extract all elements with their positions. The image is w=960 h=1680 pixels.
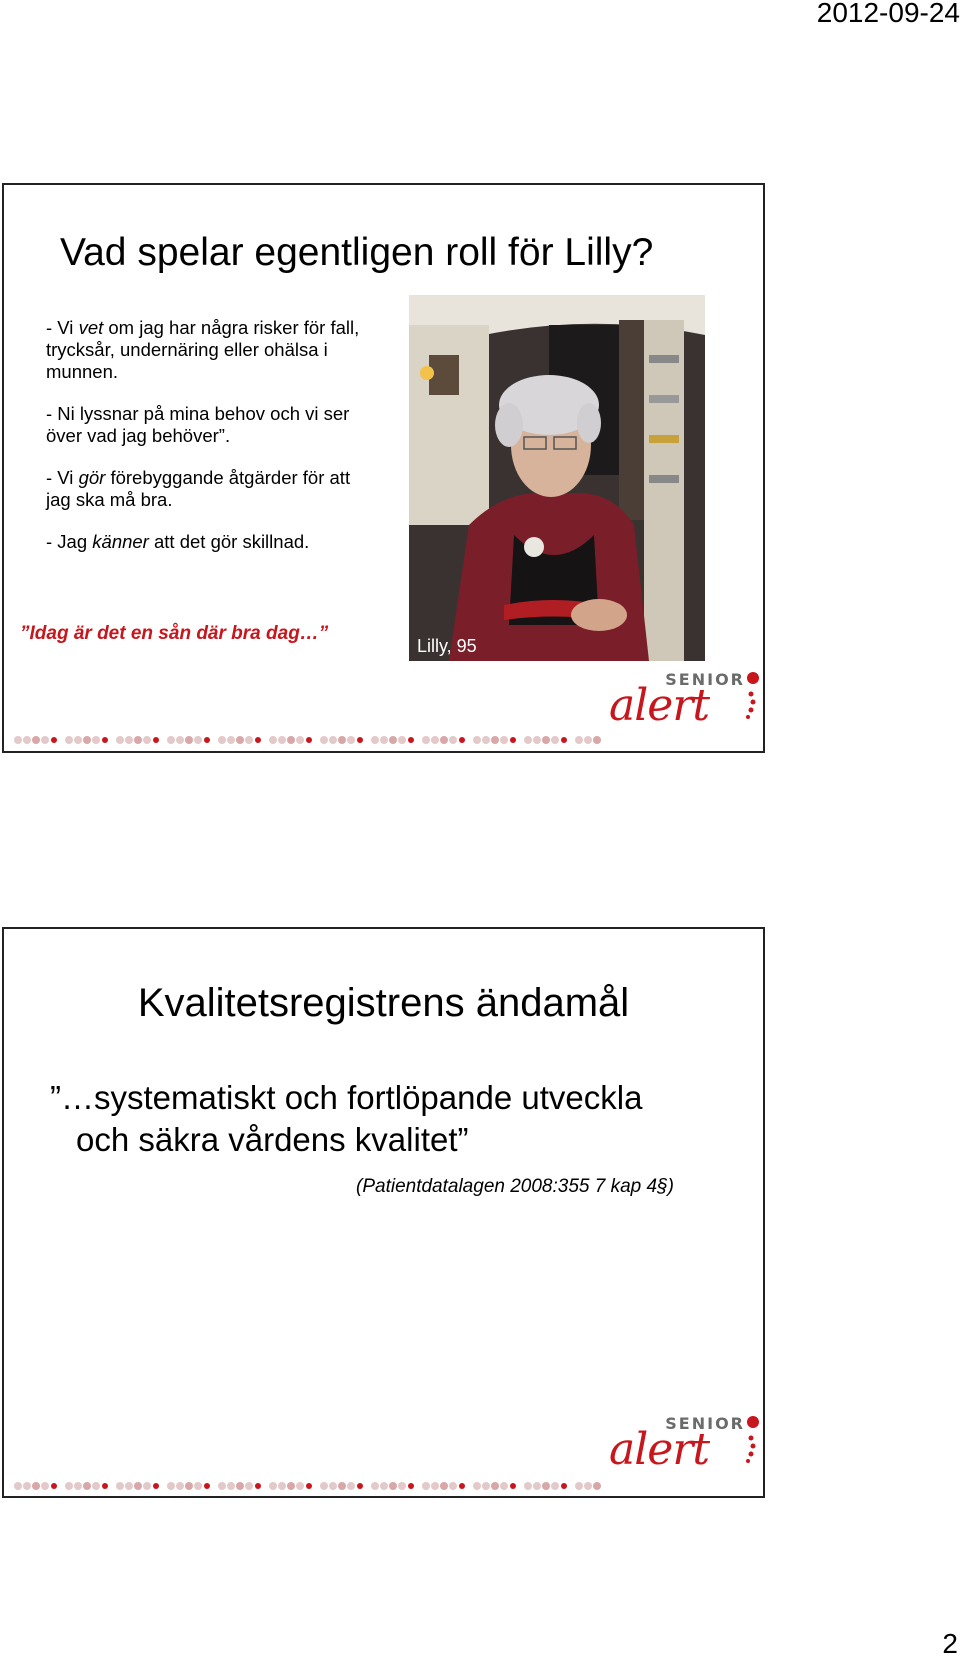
decorative-dot <box>440 736 448 744</box>
decorative-dot <box>23 736 31 744</box>
decorative-dot <box>102 1483 108 1489</box>
decorative-dot <box>134 736 142 744</box>
decorative-dot <box>449 1482 457 1490</box>
decorative-dot <box>398 1482 406 1490</box>
quote-text: ”Idag är det en sån där bra dag…” <box>20 623 329 644</box>
decorative-dot <box>575 736 583 744</box>
decorative-dot <box>306 737 312 743</box>
bullet-list <box>46 317 376 573</box>
decorative-dot <box>278 736 286 744</box>
decorative-dot <box>398 736 406 744</box>
decorative-dot <box>449 736 457 744</box>
decorative-dot <box>32 736 40 744</box>
decorative-dot <box>296 736 304 744</box>
decorative-dot <box>116 736 124 744</box>
print-date: 2012-09-24 <box>816 0 960 28</box>
decorative-dot <box>459 1483 465 1489</box>
decorative-dot <box>440 1482 448 1490</box>
decorative-dot <box>143 1482 151 1490</box>
decorative-dot <box>23 1482 31 1490</box>
decorative-dot <box>584 736 592 744</box>
decorative-dot <box>245 736 253 744</box>
decorative-dot <box>473 1482 481 1490</box>
decorative-dot <box>347 736 355 744</box>
decorative-dot <box>51 1483 57 1489</box>
senior-alert-logo: SENIOR alert <box>599 1414 759 1476</box>
decorative-dot <box>153 1483 159 1489</box>
decorative-dot <box>167 736 175 744</box>
decorative-dot <box>255 1483 261 1489</box>
decorative-dot <box>204 1483 210 1489</box>
page-number: 2 <box>942 1628 958 1659</box>
decorative-dot <box>227 1482 235 1490</box>
decorative-dot <box>561 737 567 743</box>
decorative-dot <box>116 1482 124 1490</box>
decorative-dot <box>269 736 277 744</box>
decorative-dot <box>389 1482 397 1490</box>
bullet-item: - Vi vet om jag har några risker för fall, trycksår, undernäring eller ohälsa i munnen. <box>46 317 360 382</box>
decorative-dot <box>296 1482 304 1490</box>
decorative-dot <box>500 1482 508 1490</box>
decorative-dot <box>542 736 550 744</box>
decorative-dot <box>551 736 559 744</box>
decorative-dot <box>167 1482 175 1490</box>
decorative-dot <box>551 1482 559 1490</box>
decorative-dot <box>491 736 499 744</box>
decorative-dot <box>575 1482 583 1490</box>
slide-1-title: Vad spelar egentligen roll för Lilly? <box>60 231 654 274</box>
decorative-dot <box>236 1482 244 1490</box>
decorative-dot <box>338 736 346 744</box>
decorative-dot <box>204 737 210 743</box>
decorative-dot <box>125 1482 133 1490</box>
decorative-dot <box>92 736 100 744</box>
decorative-dot <box>143 736 151 744</box>
decorative-dot <box>524 736 532 744</box>
decorative-dot <box>287 1482 295 1490</box>
decorative-dot <box>371 736 379 744</box>
decorative-dot <box>329 1482 337 1490</box>
decorative-dot <box>218 736 226 744</box>
decorative-dot <box>510 737 516 743</box>
decorative-dot <box>524 1482 532 1490</box>
decorative-dot <box>194 1482 202 1490</box>
decorative-dot <box>329 736 337 744</box>
bullet-item: - Vi gör förebyggande åtgärder för att jag ska må bra. <box>46 467 351 510</box>
decorative-dot <box>533 1482 541 1490</box>
decorative-dot <box>357 1483 363 1489</box>
decorative-dot <box>473 736 481 744</box>
decorative-dot <box>176 1482 184 1490</box>
reference-text: (Patientdatalagen 2008:355 7 kap 4§) <box>356 1176 674 1197</box>
decorative-dot <box>278 1482 286 1490</box>
decorative-dot <box>83 1482 91 1490</box>
decorative-dot <box>227 736 235 744</box>
portrait-photo <box>409 295 705 661</box>
slide-2-title: Kvalitetsregistrens ändamål <box>137 981 630 1025</box>
decorative-dot <box>357 737 363 743</box>
decorative-dot-row <box>12 733 602 747</box>
decorative-dot <box>51 737 57 743</box>
decorative-dot <box>185 1482 193 1490</box>
decorative-dot <box>102 737 108 743</box>
decorative-dot <box>510 1483 516 1489</box>
decorative-dot <box>236 736 244 744</box>
decorative-dot <box>389 736 397 744</box>
decorative-dot <box>269 1482 277 1490</box>
decorative-dot <box>65 736 73 744</box>
decorative-dot <box>153 737 159 743</box>
decorative-dot <box>245 1482 253 1490</box>
decorative-dot <box>320 1482 328 1490</box>
decorative-dot <box>584 1482 592 1490</box>
slide-2-body <box>50 1077 642 1161</box>
body-line: ”…systematiskt och fortlöpande utveckla <box>50 1079 643 1116</box>
decorative-dot <box>593 736 601 744</box>
decorative-dot <box>41 1482 49 1490</box>
decorative-dot <box>14 1482 22 1490</box>
decorative-dot <box>185 736 193 744</box>
decorative-dot-row <box>12 1479 602 1493</box>
decorative-dot <box>83 736 91 744</box>
decorative-dot <box>125 736 133 744</box>
decorative-dot <box>338 1482 346 1490</box>
decorative-dot <box>422 1482 430 1490</box>
decorative-dot <box>287 736 295 744</box>
body-line: och säkra vårdens kvalitet” <box>76 1121 469 1158</box>
decorative-dot <box>134 1482 142 1490</box>
decorative-dot <box>32 1482 40 1490</box>
decorative-dot <box>482 736 490 744</box>
slide-2 <box>2 927 765 1498</box>
decorative-dot <box>500 736 508 744</box>
decorative-dot <box>306 1483 312 1489</box>
decorative-dot <box>176 736 184 744</box>
decorative-dot <box>459 737 465 743</box>
bullet-item: - Jag känner att det gör skillnad. <box>46 531 310 552</box>
decorative-dot <box>74 1482 82 1490</box>
decorative-dot <box>593 1482 601 1490</box>
senior-alert-logo: SENIOR alert <box>599 670 759 732</box>
decorative-dot <box>218 1482 226 1490</box>
decorative-dot <box>41 736 49 744</box>
decorative-dot <box>380 1482 388 1490</box>
portrait-illustration <box>409 295 705 661</box>
decorative-dot <box>542 1482 550 1490</box>
decorative-dot <box>194 736 202 744</box>
decorative-dot <box>65 1482 73 1490</box>
decorative-dot <box>482 1482 490 1490</box>
decorative-dot <box>347 1482 355 1490</box>
decorative-dot <box>92 1482 100 1490</box>
decorative-dot <box>408 737 414 743</box>
decorative-dot <box>380 736 388 744</box>
decorative-dot <box>74 736 82 744</box>
decorative-dot <box>371 1482 379 1490</box>
decorative-dot <box>320 736 328 744</box>
decorative-dot <box>408 1483 414 1489</box>
decorative-dot <box>533 736 541 744</box>
decorative-dot <box>422 736 430 744</box>
decorative-dot <box>14 736 22 744</box>
decorative-dot <box>255 737 261 743</box>
decorative-dot <box>561 1483 567 1489</box>
photo-caption: Lilly, 95 <box>417 636 477 656</box>
slide-1 <box>2 183 765 753</box>
bullet-item: - Ni lyssnar på mina behov och vi ser över vad jag behöver”. <box>46 403 350 446</box>
decorative-dot <box>431 736 439 744</box>
decorative-dot <box>491 1482 499 1490</box>
decorative-dot <box>431 1482 439 1490</box>
